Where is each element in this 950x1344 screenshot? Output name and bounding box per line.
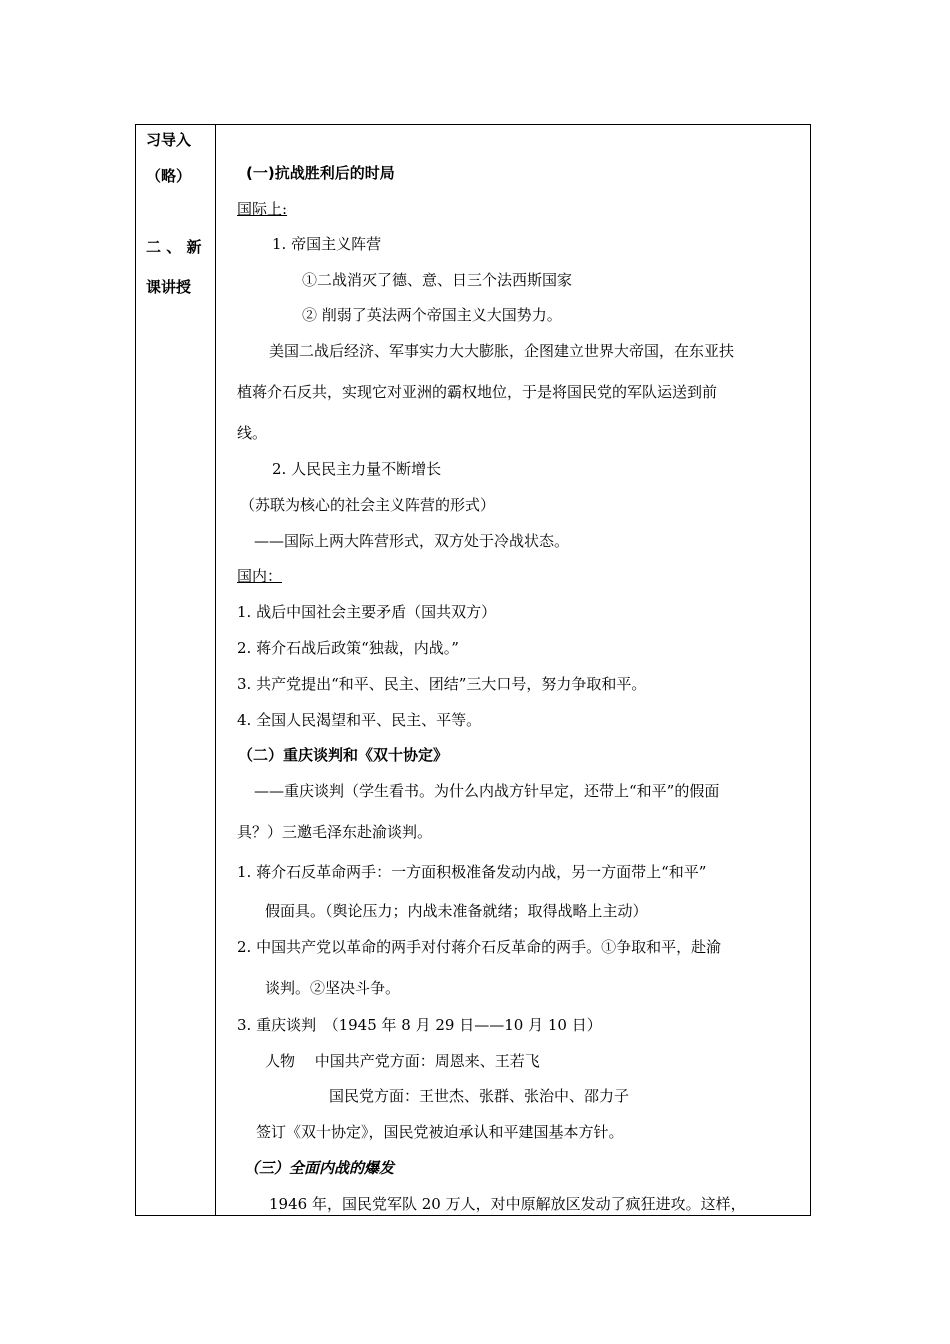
text-line: ——国际上两大阵营形式，双方处于冷战状态。 [254,532,570,550]
text-line: 1. 蒋介石反革命两手：一方面积极准备发动内战，另一方面带上“和平” [237,863,707,881]
subheading-international: 国际上: [237,200,288,218]
text-line: 谈判。②坚决斗争。 [265,979,401,997]
column-divider [215,125,216,1215]
text-line: 2. 蒋介石战后政策“独裁，内战。” [237,639,459,657]
text-line: 人物 中国共产党方面：周恩来、王若飞 [265,1052,540,1070]
left-cell-row1-line2: （略） [146,167,192,185]
text-line: 2. 中国共产党以革命的两手对付蒋介石反革命的两手。①争取和平，赴渝 [237,938,722,956]
text-line: 2. 人民民主力量不断增长 [272,460,442,478]
text-line: 1. 战后中国社会主要矛盾（国共双方） [237,603,497,621]
text-line: ①二战消灭了德、意、日三个法西斯国家 [302,271,573,289]
text-line: 1946 年，国民党军队 20 万人，对中原解放区发动了疯狂进攻。这样， [269,1195,746,1213]
section-heading-3: （三）全面内战的爆发 [244,1159,395,1177]
lesson-plan-table [135,124,811,1216]
text-line: ——重庆谈判（学生看书。为什么内战方针早定，还带上“和平”的假面 [254,782,720,800]
text-line: 3. 重庆谈判 （1945 年 8 月 29 日——10 月 10 日） [237,1016,602,1034]
left-cell-row2-line1: 二 、 新 [146,238,202,256]
text-line: 假面具。（舆论压力；内战未准备就绪；取得战略上主动） [265,902,648,920]
text-line: 1. 帝国主义阵营 [272,235,382,253]
text-line: 线。 [237,424,268,442]
text-line: 植蒋介石反共，实现它对亚洲的霸权地位，于是将国民党的军队运送到前 [237,383,718,401]
text-line: 3. 共产党提出“和平、民主、团结”三大口号，努力争取和平。 [237,675,647,693]
text-line: 国民党方面：王世杰、张群、张治中、邵力子 [329,1087,630,1105]
left-cell-row2-line2: 课讲授 [146,278,192,296]
text-line: 美国二战后经济、军事实力大大膨胀，企图建立世界大帝国，在东亚扶 [269,342,735,360]
section-heading-2: （二）重庆谈判和《双十协定》 [238,746,449,764]
text-line: ② 削弱了英法两个帝国主义大国势力。 [302,306,562,324]
subheading-domestic: 国内： [237,567,283,585]
text-line: 具？）三邀毛泽东赴渝谈判。 [237,823,433,841]
section-heading-1: (一)抗战胜利后的时局 [246,164,395,182]
text-line: 4. 全国人民渴望和平、民主、平等。 [237,711,482,729]
text-line: （苏联为核心的社会主义阵营的形式） [240,496,496,514]
left-cell-row1-line1: 习导入 [146,131,192,149]
text-line: 签订《双十协定》，国民党被迫承认和平建国基本方针。 [256,1123,624,1141]
